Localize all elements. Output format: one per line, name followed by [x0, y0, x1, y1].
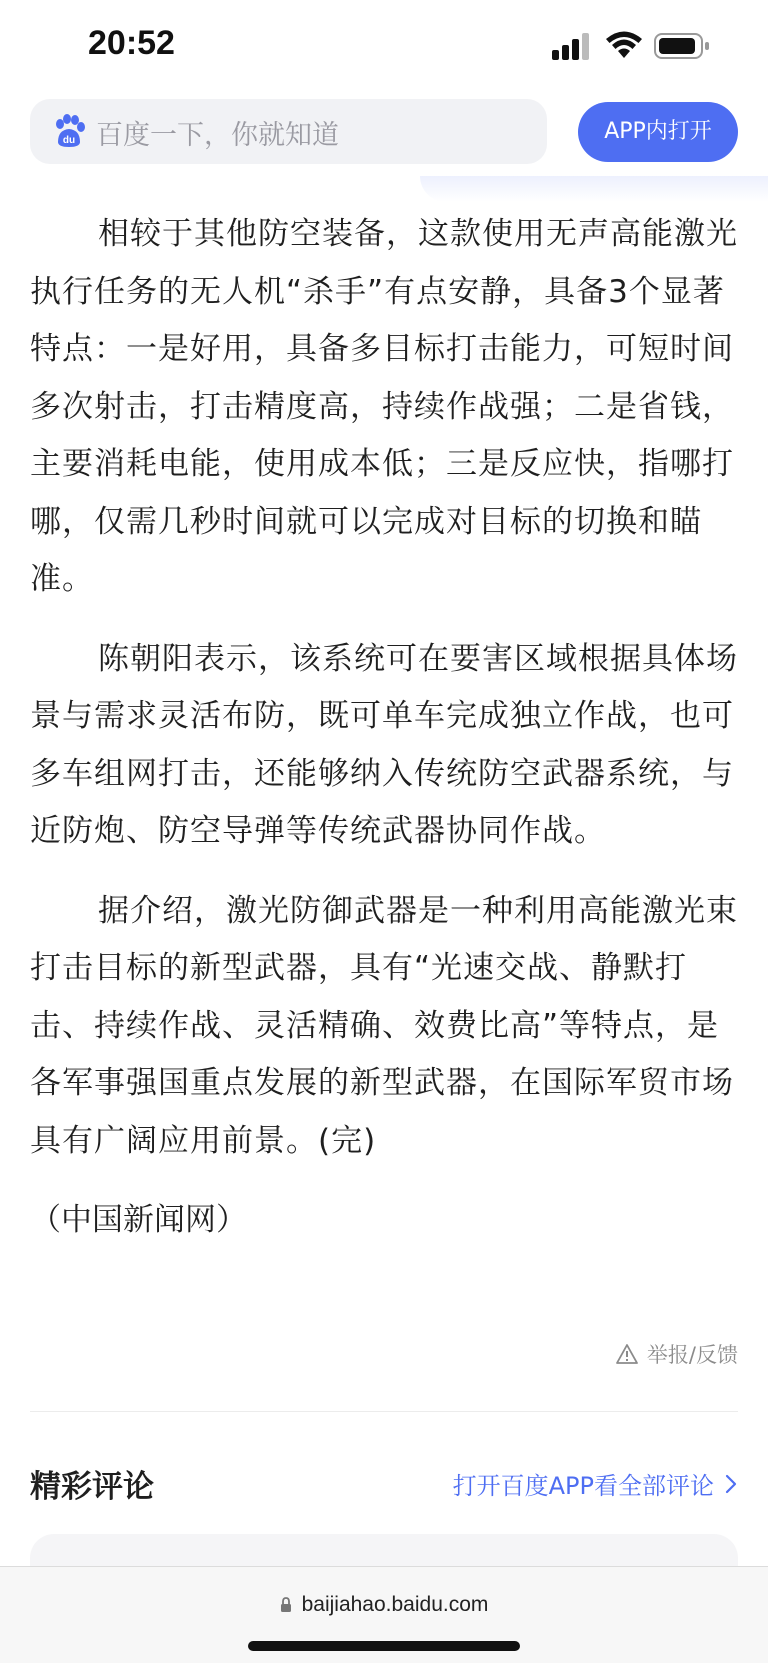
warning-icon [615, 1343, 639, 1365]
article-paragraph: 陈朝阳表示，该系统可在要害区域根据具体场景与需求灵活布防，既可单车完成独立作战，也可多车组网打击，还能够纳入传统防空武器系统，与近防炮、防空导弹等传统武器协同作战。 [30, 640, 738, 849]
url-bar[interactable] [0, 1593, 768, 1617]
browser-bottom-bar [0, 1566, 768, 1663]
search-placeholder: 百度一下，你就知道 [96, 120, 339, 151]
cellular-signal-icon [552, 32, 592, 60]
chevron-right-icon [724, 1473, 738, 1495]
header-shadow [420, 176, 768, 202]
battery-icon [654, 32, 710, 60]
status-time: 20:52 [88, 24, 175, 62]
divider [30, 1411, 738, 1412]
status-bar [0, 0, 768, 90]
comments-title: 精彩评论 [30, 1469, 154, 1505]
article-paragraph: 相较于其他防空装备，这款使用无声高能激光执行任务的无人机“杀手”有点安静，具备3个显著特点：一是好用，具备多目标打击能力，可短时间多次射击，打击精度高，持续作战强；二是省钱，主要消耗电能，使用成本低；三是反应快，指哪打哪，仅需几秒时间就可以完成对目标的切换和瞄准。 [30, 216, 738, 597]
open-all-comments-label: 打开百度APP看全部评论 [452, 1472, 714, 1500]
open-all-comments-link[interactable] [453, 1466, 738, 1501]
baidu-paw-icon [52, 114, 86, 148]
lock-icon [280, 1597, 292, 1613]
report-feedback-label: 举报/反馈 [646, 1343, 738, 1367]
svg-text:du: du [62, 135, 76, 146]
article-body [30, 206, 738, 1250]
wifi-icon [604, 30, 644, 60]
report-feedback-link[interactable] [615, 1339, 738, 1369]
home-indicator[interactable] [248, 1641, 520, 1651]
url-text: baijiahao.baidu.com [301, 1593, 489, 1616]
search-input[interactable] [30, 99, 547, 164]
open-in-app-button[interactable]: APP内打开 [578, 102, 738, 162]
article-paragraph: 据介绍，激光防御武器是一种利用高能激光束打击目标的新型武器，具有“光速交战、静默打击、持续作战、灵活精确、效费比高”等特点，是各军事强国重点发展的新型武器，在国际军贸市场具有广阔应用前景。(完) [30, 892, 738, 1159]
article-source: （中国新闻网） [30, 1202, 247, 1238]
search-header [0, 90, 768, 180]
